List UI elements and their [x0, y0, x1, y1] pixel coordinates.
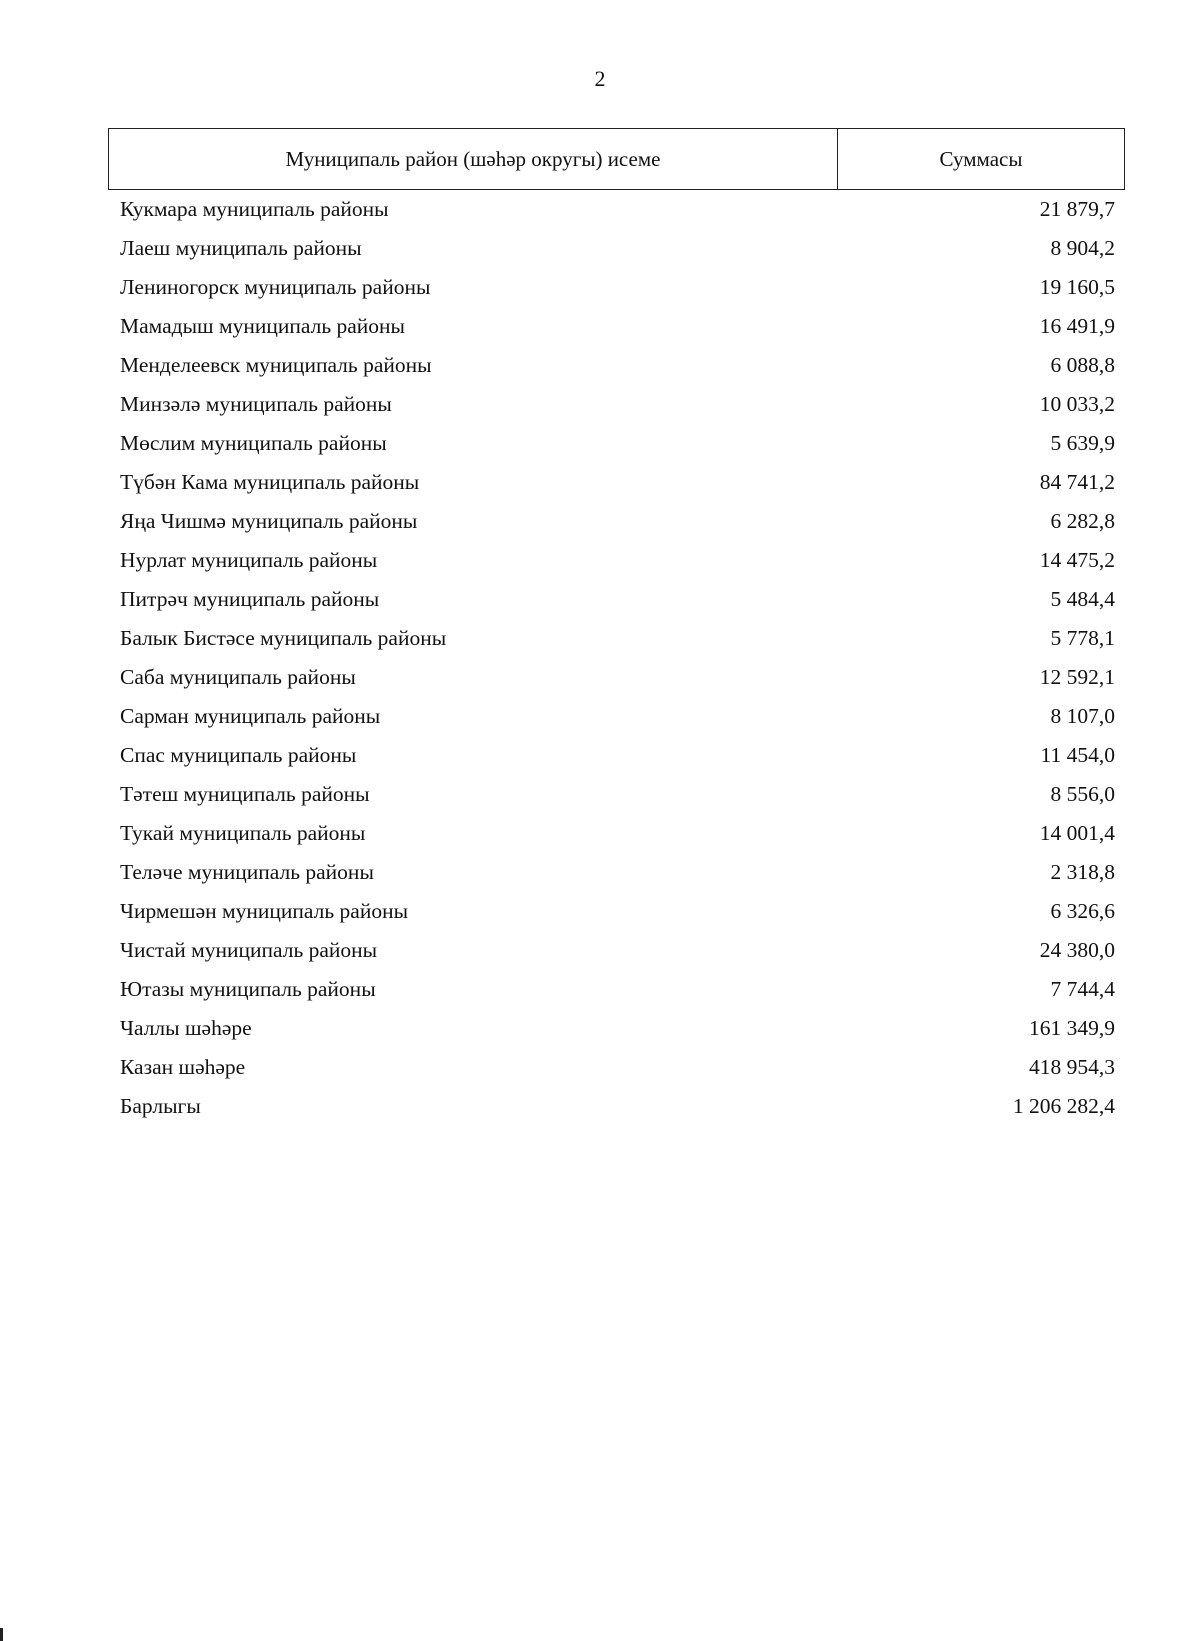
row-name: Мөслим муниципаль районы	[120, 431, 387, 455]
row-value: 1 206 282,4	[1012, 1094, 1115, 1118]
row-name: Чирмешән муниципаль районы	[120, 899, 409, 923]
row-name: Теләче муниципаль районы	[120, 860, 374, 884]
row-value: 16 491,9	[1039, 314, 1115, 338]
row-name: Чистай муниципаль районы	[120, 938, 378, 962]
row-name: Саба муниципаль районы	[120, 665, 356, 689]
table-row	[120, 463, 1115, 502]
table-row	[120, 580, 1115, 619]
row-name: Балык Бистәсе муниципаль районы	[120, 626, 447, 650]
row-name: Лениногорск муниципаль районы	[120, 275, 431, 299]
row-value: 24 380,0	[1039, 938, 1115, 962]
table-row	[120, 346, 1115, 385]
row-value: 5 778,1	[1050, 626, 1115, 650]
table-row	[120, 892, 1115, 931]
row-name: Чаллы шәһәре	[120, 1016, 252, 1040]
row-value: 5 639,9	[1050, 431, 1115, 455]
table-row	[120, 1009, 1115, 1048]
row-value: 11 454,0	[1040, 743, 1115, 767]
table-row	[120, 307, 1115, 346]
table-row-total	[120, 1087, 1115, 1126]
row-value: 161 349,9	[1029, 1016, 1115, 1040]
row-name: Спас муниципаль районы	[120, 743, 357, 767]
row-value: 5 484,4	[1050, 587, 1115, 611]
table-row	[120, 658, 1115, 697]
table-row	[120, 424, 1115, 463]
column-header-name: Муниципаль район (шәһәр округы) исеме	[109, 129, 838, 189]
row-value: 12 592,1	[1039, 665, 1115, 689]
row-value: 14 001,4	[1039, 821, 1115, 845]
row-name: Тәтеш муниципаль районы	[120, 782, 370, 806]
table-row	[120, 736, 1115, 775]
row-value: 14 475,2	[1039, 548, 1115, 572]
column-header-sum: Суммасы	[939, 146, 1023, 171]
row-value: 6 326,6	[1050, 899, 1115, 923]
table-row	[120, 697, 1115, 736]
row-name: Казан шәһәре	[120, 1055, 246, 1079]
row-value: 2 318,8	[1050, 860, 1115, 884]
row-value: 6 282,8	[1050, 509, 1115, 533]
row-value: 6 088,8	[1050, 353, 1115, 377]
row-value: 19 160,5	[1039, 275, 1115, 299]
row-name: Мамадыш муниципаль районы	[120, 314, 406, 338]
table-row	[120, 1048, 1115, 1087]
row-name: Сарман муниципаль районы	[120, 704, 381, 728]
row-value: 7 744,4	[1050, 977, 1115, 1001]
page-number: 2	[594, 66, 606, 91]
row-name: Минзәлә муниципаль районы	[120, 392, 392, 416]
row-value: 21 879,7	[1039, 197, 1115, 221]
row-name: Нурлат муниципаль районы	[120, 548, 378, 572]
row-name: Лаеш муниципаль районы	[120, 236, 362, 260]
row-name: Ютазы муниципаль районы	[120, 977, 376, 1001]
row-value: 10 033,2	[1039, 392, 1115, 416]
row-name: Питрәч муниципаль районы	[120, 587, 380, 611]
table-row	[120, 931, 1115, 970]
table-row	[120, 268, 1115, 307]
row-value: 8 904,2	[1050, 236, 1115, 260]
table-row	[120, 814, 1115, 853]
table-row	[120, 619, 1115, 658]
row-name: Яңа Чишмә муниципаль районы	[120, 509, 418, 533]
table-row	[120, 970, 1115, 1009]
table-row	[120, 775, 1115, 814]
row-value: 84 741,2	[1039, 470, 1115, 494]
table-row	[120, 541, 1115, 580]
row-name: Барлыгы	[120, 1094, 201, 1118]
table-row	[120, 190, 1115, 229]
table-header	[108, 128, 1125, 190]
row-name: Тукай муниципаль районы	[120, 821, 366, 845]
row-name: Түбән Кама муниципаль районы	[120, 470, 420, 494]
row-name: Менделеевск муниципаль районы	[120, 353, 432, 377]
table-row	[120, 385, 1115, 424]
row-name: Кукмара муниципаль районы	[120, 197, 389, 221]
table-row	[120, 853, 1115, 892]
row-value: 418 954,3	[1029, 1055, 1115, 1079]
scan-corner-mark	[0, 1628, 3, 1641]
table-row	[120, 502, 1115, 541]
row-value: 8 107,0	[1050, 704, 1115, 728]
row-value: 8 556,0	[1050, 782, 1115, 806]
table-row	[120, 229, 1115, 268]
table-body	[120, 190, 1115, 1126]
